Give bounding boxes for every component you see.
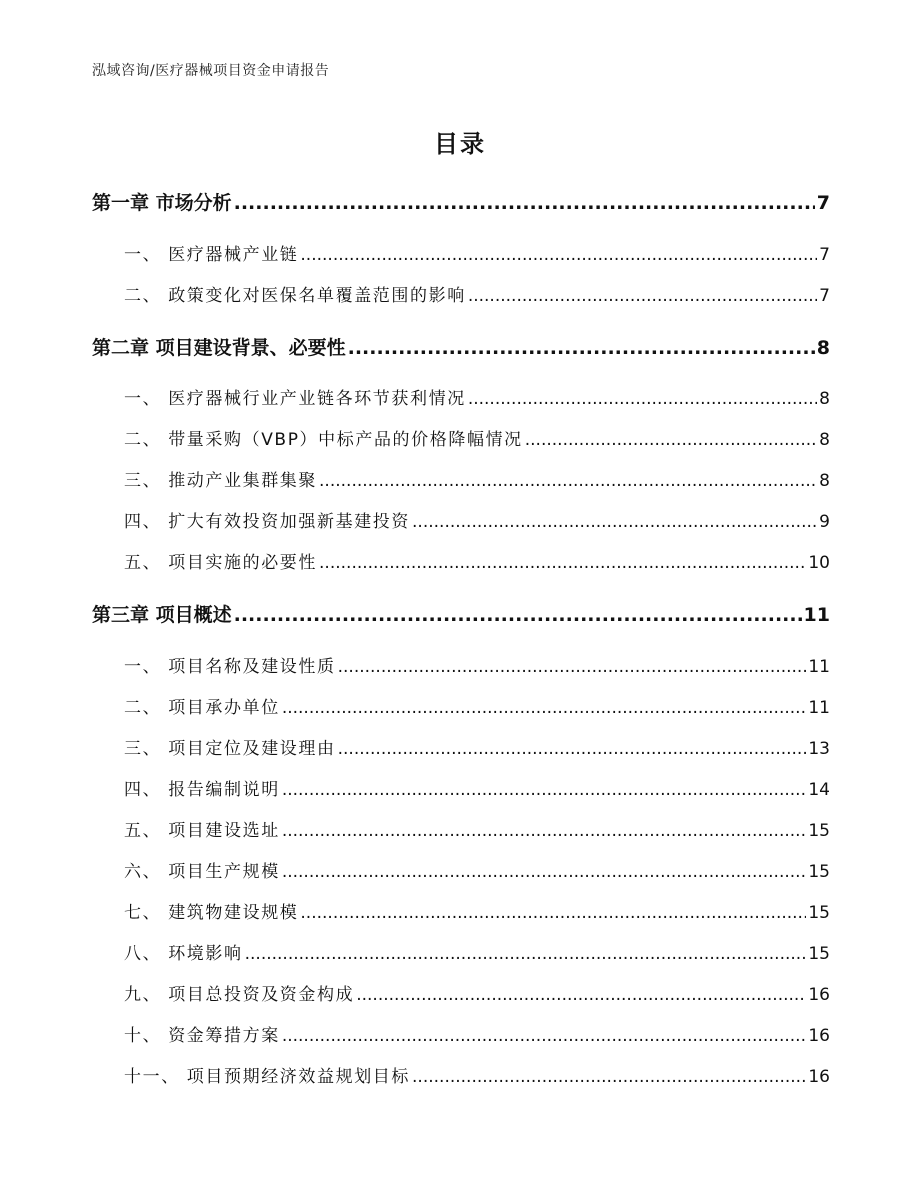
toc-entry-label: 七、 建筑物建设规模	[124, 903, 299, 923]
dot-leader	[525, 430, 817, 450]
dot-leader	[300, 245, 817, 265]
dot-leader	[356, 985, 806, 1005]
toc-entry-page: 15	[808, 903, 830, 923]
toc-entry-label: 三、 项目定位及建设理由	[124, 739, 336, 759]
dot-leader	[300, 903, 806, 923]
running-header: 泓域咨询/医疗器械项目资金申请报告	[92, 63, 330, 79]
dot-leader	[338, 739, 807, 759]
toc-entry-page: 8	[819, 471, 830, 491]
toc-entry-page: 11	[803, 604, 830, 626]
dot-leader	[282, 862, 807, 882]
toc-entry-label: 九、 项目总投资及资金构成	[124, 985, 355, 1005]
toc-entry-label: 八、 环境影响	[124, 944, 243, 964]
toc-entry-section[interactable]	[124, 734, 830, 759]
toc-entry-section[interactable]	[124, 425, 830, 450]
dot-leader	[412, 1067, 806, 1087]
toc-entry-label: 二、 政策变化对医保名单覆盖范围的影响	[124, 286, 466, 306]
toc-entry-section[interactable]	[124, 816, 830, 841]
toc-entry-label: 十、 资金筹措方案	[124, 1026, 280, 1046]
toc-entry-chapter-1[interactable]	[92, 188, 830, 215]
toc-entry-section[interactable]	[124, 652, 830, 677]
toc-entry-section[interactable]	[124, 384, 830, 409]
toc-entry-page: 8	[819, 389, 830, 409]
dot-leader	[234, 192, 815, 214]
toc-entry-label: 第一章 市场分析	[92, 192, 232, 214]
toc-entry-chapter-3[interactable]	[92, 600, 830, 627]
dot-leader	[468, 389, 817, 409]
dot-leader	[282, 698, 807, 718]
toc-entry-section[interactable]	[124, 775, 830, 800]
dot-leader	[282, 821, 807, 841]
toc-entry-page: 14	[808, 780, 830, 800]
toc-entry-label: 一、 项目名称及建设性质	[124, 657, 336, 677]
toc-entry-page: 8	[816, 337, 830, 359]
toc-entry-section[interactable]	[124, 507, 830, 532]
toc-entry-label: 三、 推动产业集群集聚	[124, 471, 318, 491]
toc-entry-label: 十一、 项目预期经济效益规划目标	[124, 1067, 411, 1087]
dot-leader	[234, 604, 802, 626]
dot-leader	[412, 512, 817, 532]
toc-entry-label: 一、 医疗器械行业产业链各环节获利情况	[124, 389, 466, 409]
toc-entry-page: 16	[808, 985, 830, 1005]
toc-entry-section[interactable]	[124, 857, 830, 882]
toc-entry-label: 四、 扩大有效投资加强新基建投资	[124, 512, 411, 532]
toc-entry-page: 10	[808, 553, 830, 573]
toc-entry-section[interactable]	[124, 1062, 830, 1087]
toc-entry-page: 16	[808, 1067, 830, 1087]
toc-entry-page: 7	[819, 245, 830, 265]
toc-entry-section[interactable]	[124, 693, 830, 718]
toc-entry-label: 第三章 项目概述	[92, 604, 232, 626]
toc-entry-page: 13	[808, 739, 830, 759]
toc-entry-label: 五、 项目建设选址	[124, 821, 280, 841]
toc-entry-section[interactable]	[124, 980, 830, 1005]
toc-entry-label: 六、 项目生产规模	[124, 862, 280, 882]
toc-entry-label: 一、 医疗器械产业链	[124, 245, 299, 265]
toc-entry-page: 15	[808, 862, 830, 882]
toc-entry-label: 四、 报告编制说明	[124, 780, 280, 800]
toc-entry-label: 五、 项目实施的必要性	[124, 553, 318, 573]
toc-entry-page: 7	[819, 286, 830, 306]
toc-entry-page: 15	[808, 944, 830, 964]
dot-leader	[319, 553, 806, 573]
toc-entry-page: 11	[808, 698, 830, 718]
toc-entry-section[interactable]	[124, 898, 830, 923]
toc-entry-page: 8	[819, 430, 830, 450]
toc-entry-label: 二、 项目承办单位	[124, 698, 280, 718]
toc-entry-section[interactable]	[124, 281, 830, 306]
toc-entry-section[interactable]	[124, 240, 830, 265]
toc-entry-label: 第二章 项目建设背景、必要性	[92, 337, 346, 359]
toc-title: 目录	[434, 130, 486, 158]
toc-entry-section[interactable]	[124, 1021, 830, 1046]
dot-leader	[282, 780, 807, 800]
dot-leader	[245, 944, 807, 964]
dot-leader	[468, 286, 817, 306]
dot-leader	[319, 471, 817, 491]
toc-entry-label: 二、 带量采购（VBP）中标产品的价格降幅情况	[124, 430, 523, 450]
toc-entry-page: 9	[819, 512, 830, 532]
toc-entry-section[interactable]	[124, 466, 830, 491]
dot-leader	[348, 337, 815, 359]
toc-entry-section[interactable]	[124, 548, 830, 573]
toc-entry-page: 7	[816, 192, 830, 214]
toc-entry-page: 15	[808, 821, 830, 841]
toc-entry-page: 16	[808, 1026, 830, 1046]
dot-leader	[282, 1026, 807, 1046]
toc-entry-page: 11	[808, 657, 830, 677]
toc-entry-chapter-2[interactable]	[92, 333, 830, 360]
toc-entry-section[interactable]	[124, 939, 830, 964]
dot-leader	[338, 657, 807, 677]
